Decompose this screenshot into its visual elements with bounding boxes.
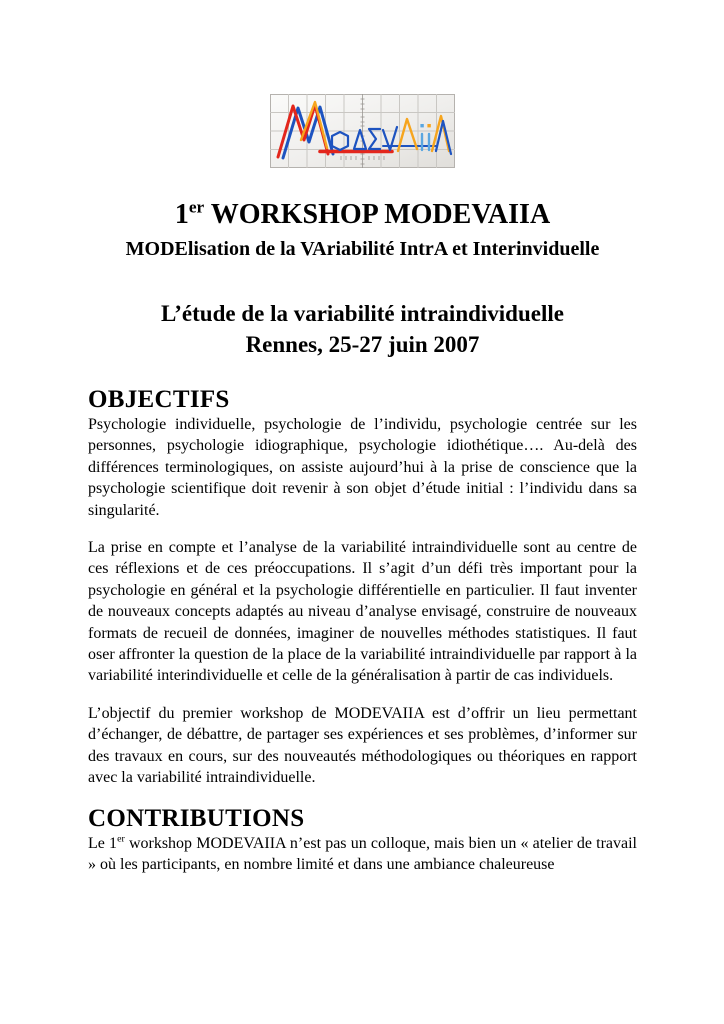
event-title-line2: Rennes, 25-27 juin 2007 bbox=[245, 332, 480, 357]
workshop-title bbox=[88, 199, 637, 230]
title-ordinal: er bbox=[188, 197, 205, 217]
contributions-paragraph-1 bbox=[88, 833, 637, 876]
objectifs-heading: OBJECTIFS bbox=[88, 386, 230, 413]
workshop-subtitle: MODElisation de la VAriabilité IntrA et Interinviduelle bbox=[125, 238, 600, 260]
document-content bbox=[0, 199, 724, 875]
objectifs-paragraph-2: La prise en compte et l’analyse de la variabilité intraindividuelle sont au centre de ces réflexions et de ces préoccupations. Il s’agit d’un défi très important pour la psychologie en général et la psychologie différentielle en particulier. Il faut inventer de nouveaux concepts adaptés au niveau d’analyse envisagé, construire de nouveaux formats de recueil de données, imaginer de nouvelles méthodes statistiques. Il faut oser affronter la question de la place de la variabilité intraindividuelle par rapport à la variabilité interindividuelle et celle de la généralisation à partir de cas individuels. bbox=[88, 539, 637, 685]
section-contributions bbox=[88, 805, 637, 876]
title-number: 1 bbox=[174, 199, 189, 230]
logo-container bbox=[0, 0, 724, 168]
contributions-text-before: Le 1 bbox=[88, 834, 118, 852]
event-title bbox=[88, 298, 637, 360]
title-text: WORKSHOP MODEVAIIA bbox=[204, 199, 551, 230]
contributions-text-after: workshop MODEVAIIA n’est pas un colloque, mais bien un « atelier de travail » où les participants, en nombre limité et dans une ambiance chaleureuse bbox=[88, 834, 637, 873]
objectifs-paragraph-1: Psychologie individuelle, psychologie de l’individu, psychologie centrée sur les personnes, psychologie idiographique, psychologie idiothétique…. Au-delà des différences terminologiques, on assiste aujourd’hui à la prise de conscience que la psychologie scientifique doit revenir à son objet d’étude initial : l’individu dans sa singularité. bbox=[88, 416, 637, 519]
modevaiia-logo-image bbox=[270, 94, 455, 168]
section-objectifs bbox=[88, 386, 637, 789]
objectifs-paragraph-3: L’objectif du premier workshop de MODEVAIIA est d’offrir un lieu permettant d’échanger, de débattre, de partager ses expériences et ses problèmes, d’informer sur des travaux en cours, sur des nouveautés méthodologiques ou théoriques en rapport avec la variabilité intraindividuelle. bbox=[88, 704, 637, 787]
contributions-ordinal: er bbox=[117, 833, 125, 845]
event-title-line1: L’étude de la variabilité intraindividuelle bbox=[161, 301, 564, 326]
contributions-heading: CONTRIBUTIONS bbox=[88, 804, 305, 832]
